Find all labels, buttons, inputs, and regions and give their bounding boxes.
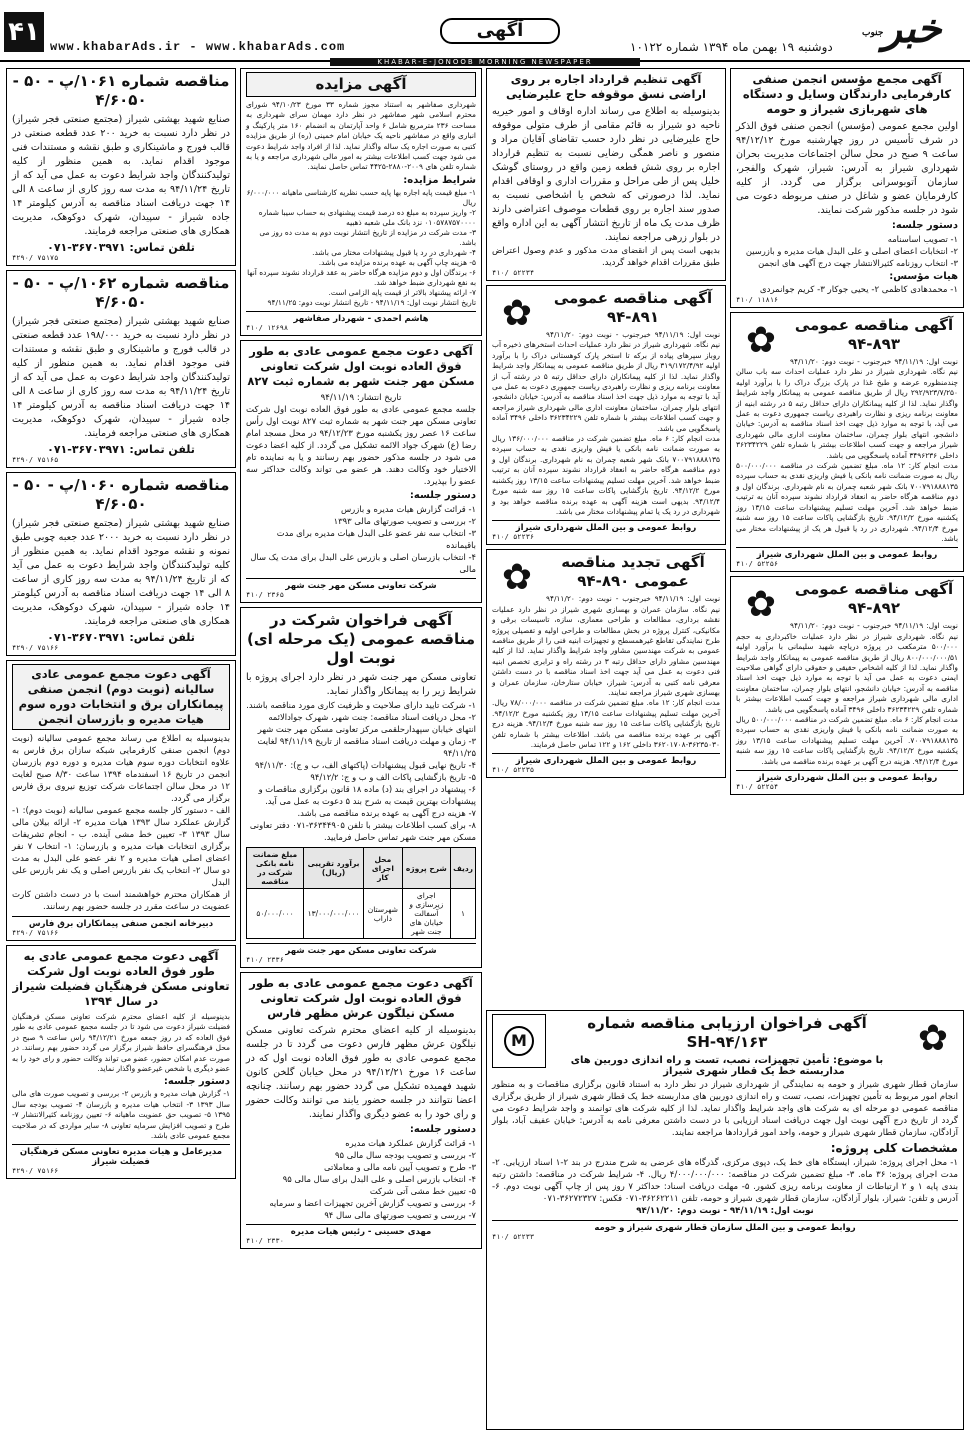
ad-body: صنایع شهید بهشتی شیراز (مجتمع صنعتی فجر شیراز) در نظر دارد نسبت به خرید ۲۰۰۰ عدد جعبه چوبی طبق نمونه و نقشه موجود اقدام نماید. به همین منظور از کلیه تولیدکنندگان واجد شرایط دعوت به عمل می آید که از تاریخ ۹۴/۱۱/۲۴ به مدت سه روز کاری از ساعت ۸ الی ۱۴ جهت دریافت اسناد مناقصه به آدرس کیلومتر ۱۴ جاده شیراز - سپیدان، شهرک دوکوهک، مدیریت همکاری های صنعتی مراجعه فرمایند. [12, 518, 230, 627]
list-item: ۸- برای کسب اطلاعات بیشتر با تلفن ۳۶۳۴۴۹۰۵-۰۷۱ دفتر تعاونی مسکن مهر جنت شهر تماس حاصل فرمایید. [249, 820, 476, 843]
table-header: محل اجرای کار [364, 848, 402, 889]
ad-fajr-1062 [6, 270, 236, 468]
ad-code: ۴۱۰/ ۵۲۲۵۴ [736, 783, 779, 791]
ad-body: صنایع شهید بهشتی شیراز (مجتمع صنعتی فجر شیراز) در نظر دارد نسبت به خرید ۱۹۸/۰۰۰ عدد قطعه صنعتی در قالب فورج و ماشینکاری و طبق نقشه و مستندات فنی موجود اقدام نماید. به همین منظور از کلیه تولیدکنندگان واجد شرایط دعوت به عمل می آید که از تاریخ ۹۴/۱۱/۲۴ به مدت سه روز کاری از ساعت ۸ الی ۱۴ جهت دریافت اسناد مناقصه به آدرس کیلومتر ۱۴ جاده شیراز - سپیدان، شهرک دوکوهک، مدیریت همکاری های صنعتی مراجعه فرمایند. [12, 316, 230, 439]
ad-body: بدینوسیله به اطلاع می رساند اداره اوقاف و امور خیریه ناحیه دو شیراز به قائم مقامی از طرف متولی موقوفه حاج علیرضایی در نظر دارد حسب تقاضای آقایان مراد و منصور و ناصر همگی رضایی نسبت به تنظیم قرارداد اجاره بر روی شش قطعه زمین واقع در روستای گوشک خلیل پس از طی مراحل و مقررات اداری و اوقافی اقدام نماید. لذا درصورتی که شخص یا اشخاصی نسبت به صدور سند اجاره بر روی قطعات موصوف اعتراضی دارند ظرف مدت یک ماه از تاریخ انتشار آگهی به این اداره واقع در بلوار زرهی مراجعه نمایند. [492, 106, 720, 243]
agenda-list [246, 1137, 476, 1221]
ad-title: آگهی دعوت مجمع عمومی عادی سالیانه (نوبت دوم) انجمن صنفی پیمانکاران برق و انتخابات دوره سوم هیات مدیره و بازرسان انجمن [12, 664, 230, 730]
list-item: ۷- هزینه درج آگهی به عهده برنده مناقصه می باشد. [297, 808, 476, 819]
ad-footer: روابط عمومی و بین الملل شهرداری شیراز [492, 753, 720, 766]
ad-title: آگهی مزایده [246, 72, 476, 97]
ad-sections: الف - دستور کار جلسه مجمع عمومی سالیانه (نوبت دوم): ۱- گزارش عملکرد سال ۱۳۹۳ هیات مدیره ۲- ارائه بیلان مالی سال ۱۳۹۳ ۳- تعیین خط مشی آینده. ب - انجام تشریفات برگزاری انتخابات هیات مدیره و بازرسان: ۱- انتخاب ۷ نفر اعضای اصلی هیات مدیره و ۲ نفر عضو علی البدل به مدت دو سال ۲- انتخاب یک نفر بازرس اصلی و یک نفر بازرس علی البدل [12, 806, 231, 888]
ad-fazilat-meeting [6, 945, 236, 1179]
list-item: ۷- ارائه پیشنهاد بالاتر از قیمت پایه الزامی است. [328, 287, 476, 297]
ad-body: بدینوسیله به اطلاع می رساند مجمع عمومی سالیانه (نوبت دوم) انجمن صنفی کارفرمایی شبکه سازان برق فارس به علاوه انتخابات دوره سوم هیات مدیره و دوره دوم بازرسان انجمن در تاریخ ۱۶ اسفندماه ۱۳۹۴ ساعت ۸/۳۰ صبح لغایت ۱۲ در محل سالن اجتماعات شرکت توزیع نیروی برق فارس برگزار می گردد. [12, 734, 230, 804]
table-cell: شهرستان داراب [364, 889, 402, 939]
ad-body: اولین مجمع عمومی (مؤسس) انجمن صنفی فوق الذکر در شرف تأسیس در روز چهارشنبه مورخ ۹۴/۱۲/۱۲ ساعت ۹ صبح در محل سالن اجتماعات مدیریت بحران شهرداری شیراز به آدرس: شیراز، شهرک والفجر، سازمان آتوبوسرانی برگزار می گردد. از کلیه کارفرمایان عضو و شاغل در صنف مربوطه دعوت می شود در جلسه مذکور شرکت نمایند. [736, 121, 959, 216]
table-header-row [247, 848, 476, 889]
list-item: ۲- بررسی و تصویب بودجه سال مالی ۹۵ [335, 1150, 476, 1161]
table-header: برآورد تقریبی (ریال) [303, 848, 363, 889]
site-url[interactable]: www.khabarAds.ir - www.khabarAds.com [50, 40, 346, 54]
ad-footer: شرکت تعاونی مسکن مهر جنت شهر [246, 578, 476, 591]
ad-tender-893 [730, 312, 964, 572]
ad-footer: روابط عمومی و بین الملل شهرداری شیراز [736, 547, 958, 560]
ad-phone: تلفن تماس: ۳۶۷۰۳۹۷۱-۰۷۱ [47, 443, 195, 456]
terms-list [246, 188, 476, 298]
ad-title: آگهی فراخوان ارزیابی مناقصه شماره SH-۹۴/۱۶۳ [587, 1014, 867, 1051]
ad-nilgoon-meeting [240, 972, 482, 1249]
list-item: ۲- محل دریافت اسناد مناقصه: جنت شهر، شهرک جوادالائمه انتهای خیابان سپهدارحلقمی مرکز تعاونی مسکن مهر جنت شهر [257, 712, 476, 735]
tender-items [246, 699, 476, 843]
metro-logo-icon: M [492, 1014, 546, 1068]
table-cell: ۵۰/۰۰۰/۰۰۰ [247, 889, 304, 939]
list-item: ۳- طرح و تصویب آیین نامه مالی و معاملاتی [324, 1162, 476, 1173]
list-item: ۶- پیشنهاد در اجرای بند (د) ماده ۱۸ قانون برگزاری مناقصات و پیشنهادات بهترین قیمت به شرح بند ۵ دعوت به عمل می آید. [258, 784, 476, 807]
terms-title: شرایط مزایده: [403, 174, 476, 186]
ad-code: ۴۲۹۰/ ۷۵۱۶۵ [12, 456, 59, 464]
table-header: ردیف [451, 848, 476, 889]
newspaper-logo [862, 4, 962, 58]
ad-footer: مدیرعامل و هیات مدیره تعاونی مسکن فرهنگیان فضیلت شیراز [12, 1144, 230, 1167]
ad-title: آگهی دعوت مجمع عمومی عادی به طور فوق العاده نوبت اول شرکت تعاونی مسکن مهر جنت شهر به شماره ثبت ۸۲۷ [247, 344, 475, 389]
column-2 [486, 68, 726, 782]
ad-title: آگهی دعوت مجمع عمومی عادی به طور فوق العاده نوبت اول شرکت تعاونی مسکن نیلگون عرش مظهر فارس [249, 976, 473, 1021]
logo-sub: جنوب [862, 28, 884, 38]
ad-waqf-lease [486, 68, 726, 281]
list-item: ۶- برندگان اول و دوم مزایده هرگاه حاضر به عقد قرارداد نشوند سپرده آنها به نفع شهرداری ضبط خواهد شد. [247, 267, 476, 287]
list-item: ۴- انتخاب بازرس اصلی و علی البدل برای سال مالی ۹۵ [282, 1174, 476, 1185]
ad-body: جلسه مجمع عمومی عادی به طور فوق العاده نوبت اول شرکت تعاونی مسکن مهر جنت شهر به شماره ثبت ۸۲۷ نوبت اول رأس ساعت ۱۶ عصر روز یکشنبه مورخ ۹۴/۱۲/۲۳ در محل مسجد امام رضا (ع) شهرک جواد الائمه تشکیل می گردد. از کلیه اعضا دعوت می شود در جلسه مذکور حضور بهم رسانند و یا به نماینده تام الاختیار خود وکالت دهند. هر عضو می تواند وکالت حداکثر سه عضو را بپذیرد. [246, 405, 476, 488]
list-item: ۱- قرائت گزارش عملکرد هیات مدیره [345, 1138, 476, 1149]
bid-table [246, 847, 476, 939]
ad-footer: روابط عمومی و بین الملل شهرداری شیراز [736, 770, 958, 783]
ad-fajr-1061 [6, 68, 236, 266]
list-item: ۱- تصویب اساسنامه [887, 234, 958, 244]
list-item: ۱- قرائت گزارش هیات مدیره و بازرس [340, 504, 476, 515]
list-item: ۱- مبلغ قیمت پایه اجاره بها پایه حسب نظریه کارشناسی ماهیانه ۶/۰۰۰/۰۰۰ ریال [246, 187, 476, 207]
ad-title: مناقصه شماره ۱۰۶۲/پ - ۵۰ - ۴/۶۰۵۰ [12, 274, 230, 311]
list-item: ۳- زمان و مهلت دریافت اسناد مناقصه از تاریخ ۹۴/۱۱/۱۹ لغایت ۹۴/۱۱/۲۵ [257, 736, 476, 759]
ad-body: بدینوسیله از کلیه اعضای محترم شرکت تعاونی مسکن فرهنگیان فضیلت شیراز دعوت می شود تا در جلسه مجمع عمومی عادی به طور فوق العاده که در روز جمعه مورخ ۹۴/۱۲/۲۱ راس ساعت ۹ صبح در محل فرهنگسرای حافظ شیراز برگزار می گردد حضور بهم رسانند. در صورت عدم امکان حضور، عضو می تواند وکالت حضور و رای خود را به عضو دیگری یا شخص غیرعضو واگذار نماید. [12, 1012, 230, 1074]
ad-subject: با موضوع: تأمین تجهیزات، نصب، تست و راه اندازی دوربین های مداربسته خط یک قطار شهری شیراز [570, 1055, 884, 1077]
table-cell: ۱ [451, 889, 476, 939]
agenda-title: دستور جلسه: [891, 220, 958, 231]
list-item: ۵- هزینه چاپ آگهی به عهده برنده مزایده می باشد. [318, 257, 476, 267]
column-1 [730, 68, 964, 799]
ad-code: ۴۱۰/ ۱۲۶۹۸ [246, 324, 289, 333]
agenda-list [246, 503, 476, 575]
ad-code: ۴۲۹۰/ ۷۵۱۶۶ [12, 644, 59, 652]
ad-title: آگهی مجمع مؤسس انجمن صنفی کارفرمایی دارندگان وسایل و دستگاه های شهربازی شیراز و حومه [742, 72, 952, 116]
ad-details: مدت انجام کار: ۱۲ ماه. مبلغ تضمین شرکت در مناقصه ۵۰۰/۰۰۰/۰۰۰ ریال به صورت ضمانت نامه بانکی یا فیش واریزی نقدی به حساب سپرده ۷۰۰۷۹۱۸۸۸۱۳۵ بانک شهر شعبه چمران به نام شهرداری. برندگان اول و دوم مناقصه هرگاه حاضر به انعقاد قرارداد نشوند سپرده آنان به ترتیب ضبط خواهد شد. آخرین مهلت تسلیم پیشنهادات ساعت ۱۳/۱۵ روز یکشنبه مورخ ۹۴/۱۲/۲. تاریخ بازگشایی پاکات ساعت ۱۵ روز سه شنبه مورخ ۹۴/۱۲/۴. شهرداری در رد یا قبول هر یک از پیشنهادات مختار می باشد. [736, 461, 958, 543]
municipality-emblem-icon: ✿ [501, 293, 533, 334]
ad-body: بدینوسیله از کلیه اعضای محترم شرکت تعاونی مسکن نیلگون عرش مظهر فارس دعوت می گردد تا در جلسه مجمع عمومی عادی به طور فوق العاده نوبت اول که در ساعت ۱۶ مورخ ۹۴/۱۲/۲۱ در محل خیابان گلخن کانون شهید فهمیده تشکیل می گردد حضور بهم رسانند. چنانچه اعضا نتوانند در جلسه حضور یابند می توانند وکالت حضور و رای خود را به عضو دیگری واگذار نمایند. [246, 1025, 476, 1121]
ad-code: ۴۱۰/ ۲۳۶۵ [246, 591, 284, 600]
ad-footer: روابط عمومی و بین الملل شهرداری شیراز [492, 520, 720, 533]
list-item: ۵- تعیین خط مشی آتی شرکت [369, 1186, 476, 1197]
list-item: ۲- واریز سپرده به مبلغ ده درصد قیمت پیشنهادی به حساب سیبا شماره ۰۱۰۵۷۸۷۵۷۰۰۰۰ نزد بانک ملی شعبه ذهبیه [258, 207, 476, 227]
ad-body: صنایع شهید بهشتی شیراز (مجتمع صنعتی فجر شیراز) در نظر دارد نسبت به خرید ۲۰۰ عدد قطعه صنعتی در قالب فورج و ماشینکاری و طبق نقشه و مستندات فنی موجود اقدام نماید. به همین منظور از کلیه تولیدکنندگان واجد شرایط دعوت به عمل می آید که از تاریخ ۹۴/۱۱/۲۴ به مدت سه روز کاری از ساعت ۸ الی ۱۴ جهت دریافت اسناد مناقصه به آدرس کیلومتر ۱۴ جاده شیراز - سپیدان، شهرک دوکوهک، مدیریت همکاری های صنعتی مراجعه فرمایند. [12, 114, 230, 237]
specs-title: مشخصات کلی پروژه: [830, 1141, 958, 1155]
ad-auction [240, 68, 482, 336]
ad-dates: نوبت اول: ۹۴/۱۱/۱۹ - نوبت دوم: ۹۴/۱۱/۲۰ [636, 1206, 814, 1216]
ad-tender-891 [486, 285, 726, 545]
list-item: ۴- انتخاب بازرسان اصلی و بازرس علی البدل برای مدت یک سال مالی [250, 552, 476, 575]
ad-tender-890 [486, 549, 726, 778]
ad-code: ۴۱۰/ ۲۳۳۰ [246, 1237, 284, 1246]
ad-amusement-guild [730, 68, 964, 308]
ad-title: آگهی مناقصه عمومی ۸۹۱-۹۴ [553, 289, 713, 326]
ad-code: ۴۱۰/ ۲۳۳۶ [246, 956, 284, 965]
ad-body: نوبت اول: ۹۴/۱۱/۱۹ خبرجنوب - نوبت دوم: ۹۴/۱۱/۲۰ نیم نگاه. شهرداری شیراز در نظر دارد عملیات احداث سه باب سالن چندمنظوره عرضه و طبخ غذا در پارک بزرگ دراک را با برآورد اولیه ۲۹۲/۹۲۳/۷/۲۵۰ ریال از طریق مناقصه عمومی به پیمانکار واجد شرایط واگذار نماید. لذا از کلیه پیمانکاران دارای حداقل رتبه ۵ در رشته ابنیه از معاونت برنامه ریزی و نظارت راهبردی ریاست جمهوری دعوت به عمل می آید، با توجه به موارد ذیل جهت اخذ اسناد مناقصه به آدرس: خیابان دانشجو، انتهای بلوار چمران، ساختمان معاونت اداری مالی شهرداری شیراز مراجعه و جهت کسب اطلاعات بیشتر با شماره تلفن ۳۶۲۳۴۲۲۹ داخلی ۳۴۹۶۲۳۶ آماده پاسخگویی می باشد. [736, 357, 958, 460]
ad-body: تعاونی مسکن مهر جنت شهر در نظر دارد اجرای پروژه با شرایط زیر را به پیمانکار واگذار نماید. [246, 672, 476, 698]
table-header: مبلغ ضمانت نامه بانکی شرکت در مناقصه [247, 848, 304, 889]
ad-code: ۴۱۰/ ۵۲۲۳۵ [492, 766, 535, 775]
ad-code: ۴۲۹۰/ ۷۵۱۶۶ [12, 1167, 59, 1176]
ad-footer: شرکت تعاونی مسکن مهر جنت شهر [246, 943, 476, 956]
ad-names: ۱- محمدهادی کاظمی ۲- یحیی جوکار ۳- کریم جوانمردی [759, 285, 958, 295]
ad-body: نوبت اول: ۹۴/۱۱/۱۹ خبرجنوب - نوبت دوم: ۹۴/۱۱/۲۰ نیم نگاه. شهرداری شیراز در نظر دارد عملیات خاکبرداری به حجم ۵۰۰/۰۰۰ مترمکعب در پروژه دریاچه شهید سلیمانی با برآورد اولیه ۸۰۰/۰۰۰/۰۰۰/۵۱ ریال از طریق مناقصه عمومی به پیمانکار واجد شرایط واگذار نماید. لذا از کلیه اشخاص حقیقی و حقوقی دارای گواهی صلاحیت ایمنی دعوت به عمل می آید با توجه به موارد ذیل جهت اخذ اسناد مناقصه به آدرس: خیابان دانشجو، انتهای بلوار چمران، ساختمان معاونت اداری مالی شهرداری شیراز مراجعه و جهت کسب اطلاعات بیشتر با شماره تلفن ۳۶۲۳۴۲۲۹ داخلی ۳۴۹۶ آماده پاسخگویی می باشد. [736, 621, 958, 714]
ad-code: ۴۱۰/ ۱۱۸۱۶ [736, 296, 779, 304]
table-header: شرح پروژه [402, 848, 451, 889]
ad-title: آگهی تنظیم قرارداد اجاره بر روی اراضی نسق موقوفه حاج علیرضایی [506, 72, 706, 101]
logo-text: خبر [882, 5, 942, 52]
ad-signature: هاشم احمدی - شهردار صفاشهر [246, 311, 476, 324]
ad-code: ۴۱۰/ ۵۲۲۵۶ [736, 560, 779, 569]
ad-details: مدت انجام کار: ۱۲ ماه. مبلغ تضمین شرکت در مناقصه ۷۸/۰۰۰/۰۰۰ ریال. آخرین مهلت تسلیم پیشنهادات ساعت ۱۳/۱۵ روز یکشنبه مورخ ۹۴/۱۲/۲. تاریخ بازگشایی پاکات ساعت ۱۵ روز سه شنبه مورخ ۹۴/۱۲/۴. هزینه درج آگهی بر عهده برنده مناقصه می باشد. اطلاعات بیشتر با شماره تلفن ۳۶۲۳۵۰۳۰-۳۶۲۰۱۷۰۸ داخلی ۱۶۲ و ۱۲۲ تماس حاصل فرمایند. [492, 698, 721, 749]
ad-body: نوبت اول: ۹۴/۱۱/۱۹ خبرجنوب - نوبت دوم: ۹۴/۱۱/۲۰ نیم نگاه. شهرداری شیراز در نظر دارد عملیات احداث استخرهای ذخیره آب روباز سپرهای پیاده از برکه تا استخر پارک کوهستانی دراک را با برآورد اولیه ۳۱۹/۱۷۲/۴/۹۲ ریال از طریق مناقصه عمومی به پیمانکار واجد شرایط واگذار نماید. لذا از کلیه پیمانکاران دارای حداقل رتبه ۵ در رشته آب از معاونت برنامه ریزی و نظارت راهبردی ریاست جمهوری دعوت به عمل می آید با توجه به موارد ذیل جهت اخذ اسناد مناقصه به آدرس: خیابان دانشجو، انتهای بلوار چمران، ساختمان معاونت اداری مالی شهرداری شیراز مراجعه و جهت کسب اطلاعات بیشتر با شماره تلفن ۳۶۲۳۴۲۲۹ داخلی ۳۴۹۶ آماده پاسخگویی می باشد. [492, 330, 721, 433]
agenda-text: ۱- گزارش هیات مدیره و بازرس ۲- بررسی و تصویب صورت های مالی سال ۱۳۹۳ ۳- انتخاب هیات مدیره و بازرسان ۴- تصویب بودجه سال ۱۳۹۵ ۵- تصویب حق عضویت ماهیانه ۶- تعیین روزنامه کثیرالانتشار ۷- طرح و تصویب افزایش سرمایه تعاونی ۸- سایر مواردی که در صلاحیت مجمع عمومی عادی باشد. [12, 1089, 230, 1141]
issue-date: دوشنبه ۱۹ بهمن ماه ۱۳۹۴ شماره ۱۰۱۲۲ [630, 40, 833, 54]
ad-footnote: بدیهی است پس از انقضای مدت مذکور و عدم وصول اعتراض طبق مقررات اقدام خواهد گردید. [492, 246, 720, 268]
ad-title: مناقصه شماره ۱۰۶۱/پ - ۵۰ - ۴/۶۰۵۰ [12, 72, 230, 109]
section-title: آگهی [440, 18, 560, 44]
list-item: ۲- انتخابات اعضای اصلی و علی البدل هیات مدیره و بازرسین [745, 246, 958, 256]
list-item: ۲- بررسی و تصویب صورتهای مالی ۱۳۹۳ [333, 516, 476, 527]
ad-tender-892 [730, 576, 964, 795]
table-cell: ۱۳/۰۰۰/۰۰۰/۰۰۰ [303, 889, 363, 939]
ad-signature: مهدی حسینی - رئیس هیات مدیره [246, 1224, 476, 1237]
ad-phone: تلفن تماس: ۳۶۷۰۳۹۷۱-۰۷۱ [47, 241, 195, 254]
list-item: ۶- بررسی و تصویب گزارش آخرین تجهیزات اعضا و سرمایه [269, 1198, 476, 1209]
list-item: ۴- تاریخ نهایی قبول پیشنهادات (پاکتهای الف، ب و ج): ۹۴/۱۱/۳۰ [255, 760, 476, 771]
list-item: ۷- بررسی و تصویب صورتهای مالی سال ۹۴ [324, 1210, 476, 1221]
table-cell: اجرای زیرسازی و آسفالت خیابان های جنت شهر [402, 889, 451, 939]
ad-title: آگهی مناقصه عمومی ۸۹۲-۹۴ [794, 580, 954, 618]
ad-body: سازمان قطار شهری شیراز و حومه به نمایندگی از شهرداری شیراز در نظر دارد به استناد قانون برگزاری مناقصات و به منظور انجام امور مربوط به تأمین تجهیزات، نصب، تست و راه اندازی دوربین های مداربسته خط یک قطار شهری شیراز از طریق برگزاری مناقصه عمومی دو مرحله ای به شرکت های واجد شرایط واگذار نماید. لذا از کلیه شرکت های توانمند و واجد شرایط دعوت می گردد از تاریخ درج آگهی نوبت اول جهت دریافت اسناد ارزیابی با در دست داشتن معرفی نامه به آدرس: خیابان عفیف آباد، بلوار آزادگان، سازمان قطار شهری شیراز و حومه، واحد امور قراردادها مراجعه نمایند. [492, 1080, 958, 1138]
list-item: ۳- انتخاب سه نفر عضو علی البدل هیات مدیره برای مدت باقیمانده [276, 528, 476, 551]
agenda-title: دستور جلسه: [409, 1124, 476, 1136]
ad-footer: روابط عمومی و بین الملل سازمان قطار شهری شیراز و حومه [492, 1220, 958, 1233]
agenda-title: دستور جلسه: [163, 1076, 230, 1088]
agenda-title: دستور جلسه: [409, 490, 476, 502]
ad-specs: ۱- محل اجرای پروژه: شیراز، ایستگاه های خط یک، دپوی مرکزی، گذرگاه های عرضی به شرح مندرج در بند ۲-۱ اسناد ارزیابی. ۲- مدت اجرای پروژه: ۳۶ ماه. ۳- مبلغ تضمین شرکت در مناقصه: ۴/۰۰۰/۰۰۰/۰۰۰ ریال. ۴- شرایط شرکت در مناقصه: داشتن رتبه بندی پایه ۱ و ۲ ارتباطات از معاونت برنامه ریزی کشور. ۵- مهلت دریافت اسناد: حداکثر ۷ روز پس از چاپ آگهی نوبت دوم. ۶- آدرس و تلفن: شیراز، بلوار آزادگان، سازمان قطار شهری شیراز و حومه، تلفن ۳۶۲۶۲۲۱۱-۰۷۱ فکس: ۳۶۲۷۲۳۲۷-۰۷۱ [492, 1158, 958, 1204]
ad-code: ۴۱۰/ ۵۲۲۳۶ [492, 533, 535, 542]
municipality-emblem-icon: ✿ [917, 1018, 949, 1059]
ad-date: تاریخ انتشار: ۹۴/۱۱/۱۹ [320, 393, 402, 404]
ad-title: آگهی فراخوان شرکت در مناقصه عمومی (یک مرحله ای) نوبت اول [246, 611, 476, 668]
ad-footer: دبیرخانه انجمن صنفی پیمانکاران برق فارس [12, 916, 230, 929]
list-item: ۳- انتخاب روزنامه کثیرالانتشار جهت درج آگهی های انجمن [758, 258, 958, 268]
municipality-emblem-icon: ✿ [501, 557, 533, 599]
ad-body: نوبت اول: ۹۴/۱۱/۱۹ خبرجنوب - نوبت دوم: ۹۴/۱۱/۲۰ نیم نگاه. سازمان عمران و بهسازی شهری شیراز در نظر دارد عملیات نقشه برداری، مطالعات و طراحی معماری، سازه، تاسیسات برقی و مکانیکی، کنترل پروژه در بخش مطالعات و طراحی اولیه و تفصیلی پروژه طرح نمایندگی تقاطع غیرهمسطح و تجهیزات ابنیه فنی را از طریق مناقصه عمومی به شرکت مهندسین مشاور واجد شرایط واگذار نماید. لذا از کلیه مهندسین مشاور دارای حداقل رتبه ۳ در رشته راه و ترابری تخصص ابنیه فنی دعوت به عمل می آید جهت اخذ اسناد مناقصه با در دست داشتن معرفی نامه کتبی به آدرس: شیراز، خیابان ستارخان، سازمان عمران و بهسازی شهری شیراز مراجعه نمایند. [492, 594, 721, 697]
ad-code: ۴۱۰/ ۵۲۲۳۳ [492, 1233, 535, 1241]
ad-phone: تلفن تماس: ۳۶۷۰۳۹۷۱-۰۷۱ [47, 631, 195, 644]
ad-electric-guild [6, 660, 236, 941]
list-item: ۵- تاریخ بازگشایی پاکات الف و ب و ج: ۹۴/۱۲/۲ [310, 772, 476, 783]
ad-title: آگهی دعوت مجمع عمومی عادی به طور فوق العاده نوبت اول شرکت تعاونی مسکن فرهنگیان فضیلت شیراز در سال ۱۳۹۴ [12, 949, 230, 1008]
ad-details: مدت انجام کار: ۶ ماه. مبلغ تضمین شرکت در مناقصه ۱۳۶/۰۰۰/۰۰۰ ریال به صورت ضمانت نامه بانکی یا فیش واریزی نقدی به حساب سپرده ۷۰۰۷۹۱۸۸۸۱۳۵ بانک شهر شعبه چمران به نام شهرداری. برندگان اول و دوم مناقصه هرگاه حاضر به انعقاد قرارداد نشوند سپرده آنان به ترتیب ضبط خواهد شد. آخرین مهلت تسلیم پیشنهادات ساعت ۱۳/۱۵ روز یکشنبه مورخ ۹۴/۱۲/۲. تاریخ بازگشایی پاکات ساعت ۱۵ روز سه شنبه مورخ ۹۴/۱۲/۴. بدیهی است هزینه آگهی به عهده برنده مناقصه خواهد بود و شهرداری در رد یک یا تمام پیشنهادات مختار می باشد. [492, 434, 721, 516]
ad-body: شهرداری صفاشهر به استناد مجوز شماره ۳۳ مورخ ۹۴/۱۰/۲۳ شورای محترم اسلامی شهر صفاشهر در نظر دارد مهمان سرای شهرداری به مساحت ۲۳۶ مترمربع شامل ۶ واحد آپارتمان به انضمام ۱۶۰ متر پارکینگ و انباری واقع در صفاشهر ناحیه یک خیابان امام خمینی (ره) از طریق مزایده کتبی به صورت اجاره یک ساله واگذار نماید. لذا از افراد واجد شرایط دعوت می شود جهت کسب اطلاعات بیشتر به امور مالی شهرداری مراجعه و یا به شماره تلفن های ۲۰۰۹-۲۸۸۰-۴۴۲۵ تماس حاصل نمایند. [246, 100, 476, 172]
ad-signature: هیات مؤسس: [889, 271, 958, 282]
header-strip: KHABAR-E-JONOOB MORNING NEWSPAPER [330, 58, 640, 66]
list-item: ۴- شهرداری در رد یا قبول پیشنهادات مختار می باشد. [312, 247, 476, 257]
ad-note: از همکاران محترم خواهشمند است با در دست داشتن کارت عضویت در ساعت مقرر در جلسه حضور بهم رسانند. [12, 890, 230, 912]
ad-fajr-1060 [6, 472, 236, 656]
ad-title: مناقصه شماره ۱۰۶۰/پ - ۵۰ - ۴/۶۰۵۰ [12, 476, 230, 513]
ad-code: ۴۲۹۰/ ۷۵۱۷۵ [12, 254, 59, 262]
ad-jannat-meeting [240, 340, 482, 603]
page-header [0, 0, 970, 66]
agenda-list [736, 233, 958, 269]
ad-jannat-tender [240, 607, 482, 968]
page-number: ۴۱ [4, 12, 44, 52]
table-row [247, 889, 476, 939]
list-item: ۳- مدت شرکت در مزایده از تاریخ انتشار نوبت دوم به مدت ده روز می باشد. [259, 227, 476, 247]
ad-details: مدت انجام کار: ۶ ماه. مبلغ تضمین شرکت در مناقصه ۵۰۰/۰۰۰/۰۰۰ ریال به صورت ضمانت نامه بانکی یا فیش واریزی نقدی به حساب سپرده ۷۰۰۷۹۱۸۸۸۱۳۵. آخرین مهلت تسلیم پیشنهادات ساعت ۱۳/۱۵ روز یکشنبه مورخ ۹۴/۱۲/۲. تاریخ بازگشایی پاکات ساعت ۱۵ روز سه شنبه مورخ ۹۴/۱۲/۴. هزینه درج آگهی بر عهده برنده مناقصه می باشد. [736, 714, 959, 766]
ad-dates: تاریخ انتشار نوبت اول: ۹۴/۱۱/۱۹ - تاریخ انتشار نوبت دوم: ۹۴/۱۱/۲۵ [267, 297, 476, 307]
ad-code: ۴۲۹۰/ ۷۵۱۶۶ [12, 929, 59, 937]
ad-metro-tender [486, 1010, 964, 1430]
municipality-emblem-icon: ✿ [745, 584, 777, 626]
ad-title: آگهی مناقصه عمومی ۸۹۳-۹۴ [794, 316, 954, 353]
municipality-emblem-icon: ✿ [745, 320, 777, 361]
list-item: ۱- شرکت تایید دارای صلاحیت و ظرفیت کاری مورد مناقصه باشند. [246, 700, 476, 711]
column-4 [6, 68, 236, 1183]
column-3 [240, 68, 482, 1253]
ad-code: ۴۱۰/ ۵۲۲۳۴ [492, 269, 535, 277]
ad-title: آگهی تجدید مناقصه عمومی ۸۹۰-۹۴ [561, 553, 705, 591]
